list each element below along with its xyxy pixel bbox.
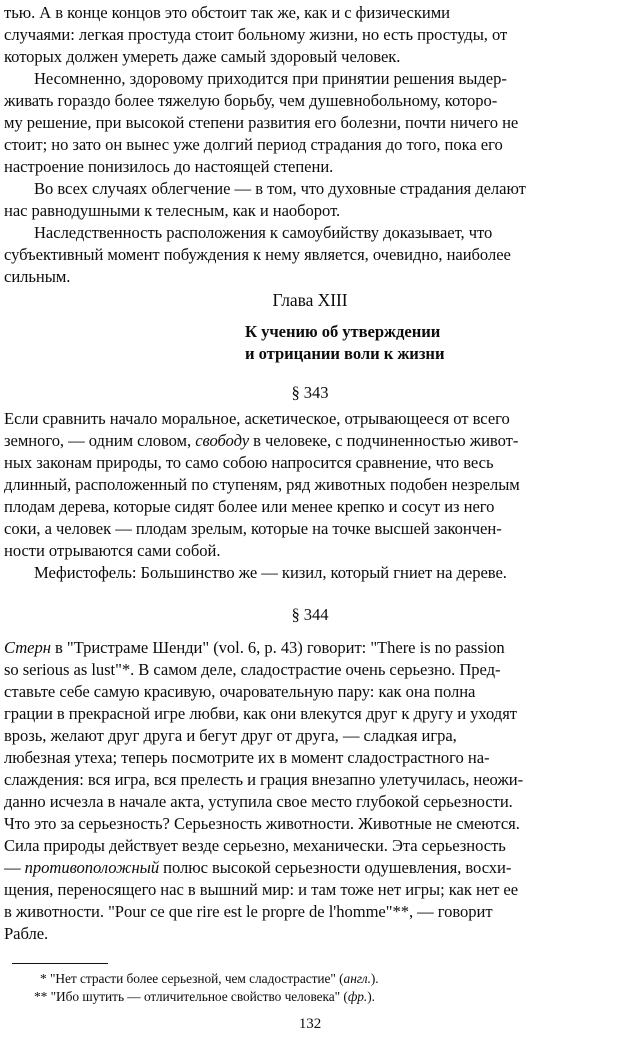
text-segment: — xyxy=(4,858,25,877)
text-line: щения, переносящего нас в вышний мир: и там тоже нет игры; как нет ее xyxy=(4,880,519,899)
text-line xyxy=(4,857,511,878)
emphasis-text: фр. xyxy=(347,989,368,1004)
text-line: ставьте себе самую красивую, очаровательную пару: как она полна xyxy=(4,682,476,701)
emphasis-text: свободу xyxy=(195,431,250,450)
text-line: настроение понизилось до настоящей степени. xyxy=(4,157,334,176)
text-segment: ** "Ибо шутить — отличительное свойство человека" ( xyxy=(34,989,348,1004)
text-line: стоит; но зато он вынес уже долгий период страдания до того, пока его xyxy=(4,135,503,154)
text-line: нас равнодушными к телесным, как и наоборот. xyxy=(4,201,341,220)
text-line: Мефистофель: Большинство же — кизил, который гниет на дереве. xyxy=(34,563,507,582)
text-line: грации в прекрасной игре любви, как они влекутся друг к другу и уходят xyxy=(4,704,517,723)
section-number: § 344 xyxy=(291,605,329,624)
page-number: 132 xyxy=(298,1016,322,1032)
text-segment: в человеке, с подчиненностью живот- xyxy=(249,431,519,450)
section-number: § 343 xyxy=(291,383,329,402)
text-line: которых должен умереть даже самый здоровый человек. xyxy=(4,47,401,66)
text-line: Во всех случаях облегчение — в том, что духовные страдания делают xyxy=(34,179,526,198)
text-line: ных законам природы, то само собою напросится сравнение, что весь xyxy=(4,453,494,472)
footnote-divider xyxy=(12,963,108,964)
text-line: в животности. "Pour ce que rire est le propre de l'homme"**, — говорит xyxy=(4,902,493,921)
chapter-subtitle: К учению об утверждении xyxy=(245,322,441,341)
text-segment: * "Нет страсти более серьезной, чем сладострастие" ( xyxy=(40,971,344,986)
text-line: субъективный момент побуждения к нему является, очевидно, наиболее xyxy=(4,245,511,264)
text-line: Сила природы действует везде серьезно, механически. Эта серьезность xyxy=(4,836,506,855)
text-line: ности отрываются сами собой. xyxy=(4,541,221,560)
text-line: соки, а человек — плодам зрелым, которые на точке высшей закончен- xyxy=(4,519,502,538)
chapter-heading: Глава XIII xyxy=(272,290,348,310)
text-segment: ). xyxy=(370,971,379,986)
text-line: слаждения: вся игра, вся прелесть и грация внезапно улетучилась, неожи- xyxy=(4,770,524,789)
text-line: so serious as lust"*. В самом деле, сладострастие очень серьезно. Пред- xyxy=(4,660,501,679)
chapter-subtitle: и отрицании воли к жизни xyxy=(245,344,445,363)
text-line xyxy=(4,430,518,451)
text-line: Несомненно, здоровому приходится при принятии решения выдер- xyxy=(34,69,507,88)
text-segment: полюс высокой серьезности одушевления, восхи- xyxy=(159,858,512,877)
text-line: тью. А в конце концов это обстоит так же, как и с физическими xyxy=(4,3,450,22)
text-line xyxy=(4,637,505,658)
text-line: плодам дерева, которые сидят более или менее крепко и сосут из него xyxy=(4,497,495,516)
emphasis-text: Стерн xyxy=(4,638,51,657)
text-line: Рабле. xyxy=(4,924,49,943)
text-line: данно исчезла в начале акта, уступила свое место глубокой серьезности. xyxy=(4,792,513,811)
text-line: случаями: легкая простуда стоит больному жизни, но есть простуды, от xyxy=(4,25,508,44)
emphasis-text: противоположный xyxy=(24,858,160,877)
text-line: Что это за серьезность? Серьезность животности. Животные не смеются. xyxy=(4,814,520,833)
text-line: Если сравнить начало моральное, аскетическое, отрывающееся от всего xyxy=(4,409,510,428)
text-line: длинный, расположенный по ступеням, ряд животных подобен незрелым xyxy=(4,475,520,494)
text-line: живать гораздо более тяжелую борьбу, чем душевнобольному, которо- xyxy=(4,91,498,110)
emphasis-text: англ. xyxy=(343,971,371,986)
text-line: любезная утеха; теперь посмотрите их в момент сладострастного на- xyxy=(4,748,490,767)
text-segment: земного, — одним словом, xyxy=(4,431,196,450)
text-line: му решение, при высокой степени развития его болезни, почти ничего не xyxy=(4,113,519,132)
text-segment: в "Тристраме Шенди" (vol. 6, p. 43) говорит: "There is no passion xyxy=(50,638,505,657)
footnote xyxy=(40,970,379,987)
text-line: сильным. xyxy=(4,267,71,286)
text-segment: ). xyxy=(367,989,375,1004)
footnote xyxy=(34,988,375,1005)
text-line: Наследственность расположения к самоубийству доказывает, что xyxy=(34,223,493,242)
text-line: врозь, желают друг друга и бегут друг от друга, — сладкая игра, xyxy=(4,726,457,745)
